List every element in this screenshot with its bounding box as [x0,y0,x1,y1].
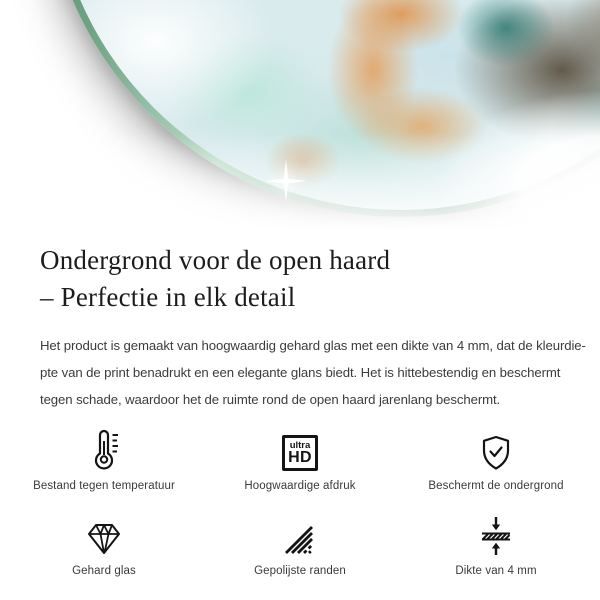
page-title-line2: – Perfectie in elk detail [40,282,296,312]
description-line: pte van de print benadrukt en een elegante glans biedt. Het is hittebestendig en beschermt [40,365,561,380]
feature-grid [6,425,594,577]
glass-panel-image [44,0,600,217]
thickness-icon [479,510,513,556]
feature-label: Dikte van 4 mm [455,565,537,577]
sparkle-glint-icon [263,158,309,204]
feature-label: Gehard glas [72,565,136,577]
feature-label: Hoogwaardige afdruk [244,480,356,492]
product-info [0,242,600,577]
product-description [40,332,586,413]
marble-artwork [51,0,600,210]
feature-label: Beschermt de ondergrond [428,480,564,492]
thermometer-icon [89,425,119,471]
diamond-icon [85,510,123,556]
feature-print-quality [202,425,398,492]
product-hero-image [0,0,600,238]
feature-tempered-glass [6,510,202,577]
polished-edges-icon [282,510,318,556]
ultra-hd-badge-top: ultra [289,440,311,451]
shield-check-icon [482,425,510,471]
feature-temperature [6,425,202,492]
ultra-hd-icon [282,425,318,471]
feature-label: Bestand tegen temperatuur [33,480,175,492]
feature-thickness [398,510,594,577]
feature-polished-edges [202,510,398,577]
feature-label: Gepolijste randen [254,565,346,577]
page-title-line1: Ondergrond voor de open haard [40,245,391,275]
description-line: Het product is gemaakt van hoogwaardig gehard glas met een dikte van 4 mm, dat de kleurdie- [40,338,586,353]
page-title [40,242,560,316]
description-line: tegen schade, waardoor het de ruimte rond de open haard jarenlang beschermt. [40,392,501,407]
ultra-hd-badge-bottom: HD [288,449,312,466]
feature-protection [398,425,594,492]
